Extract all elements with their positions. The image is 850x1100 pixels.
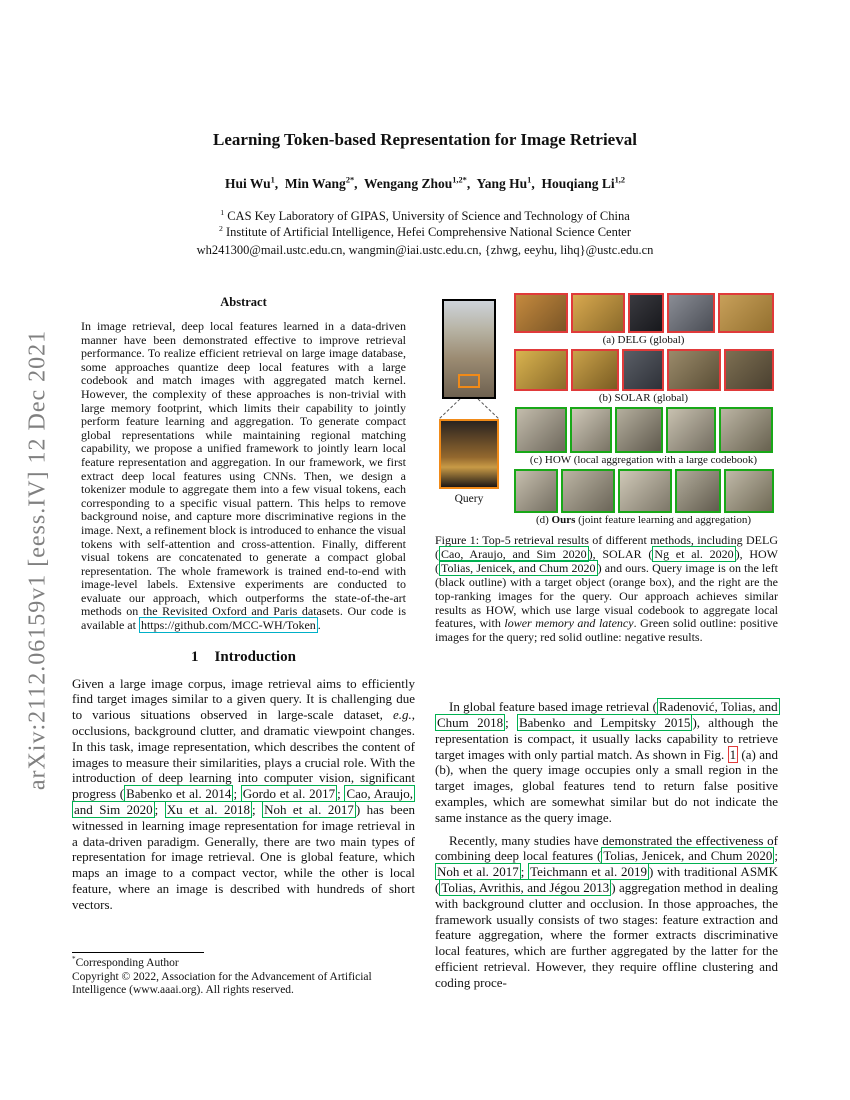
- text-segment: ;: [233, 786, 241, 802]
- text-segment: , Houqiang Li: [531, 176, 615, 191]
- text-segment: ;: [774, 848, 778, 864]
- text-segment: Institute of Artificial Intelligence, Hefei Comprehensive National Science Center: [222, 225, 632, 239]
- superscript: 2*: [345, 175, 355, 185]
- query-label: Query: [454, 493, 484, 505]
- result-thumbnail: [570, 407, 612, 453]
- figure-row-label: [599, 392, 688, 405]
- text-segment: , Yang Hu: [466, 176, 528, 191]
- text-segment: .: [317, 618, 321, 633]
- right-paragraph-2: [435, 833, 778, 991]
- result-thumbnail: [724, 469, 774, 513]
- figure-row-label: [603, 334, 685, 347]
- figure-row-label: [530, 454, 757, 467]
- query-image: [442, 299, 496, 399]
- result-thumbnail: [514, 293, 568, 333]
- result-thumbnail: [571, 349, 619, 391]
- text-segment: ;: [520, 864, 529, 880]
- text-segment: CAS Key Laboratory of GIPAS, University of Science and Technology of China: [224, 209, 630, 223]
- text-segment: Figure 1: Top-5 retrieval results of different methods, including DELG (: [435, 533, 778, 561]
- result-thumbnail: [667, 349, 721, 391]
- citation-link[interactable]: Cao, Araujo, and Sim 2020: [441, 546, 587, 561]
- citation-link[interactable]: Cao, Araujo, and Sim 2020: [74, 786, 413, 818]
- text-segment: Given a large image corpus, image retrieval aims to efficiently find target images similar to a given query. It is challenging due to various situations observed in large-scale dataset,: [72, 675, 415, 723]
- text-segment: In image retrieval, deep local features learned in a data-driven manner have been demonstrated effective to improve retrieval performance. To realize efficient retrieval on large image database, some approaches quantize deep local features with a large codebook and match images with aggregated match kernel. However, the complexity of these approaches is non-trivial with large memory footprint, which limits their capability to jointly perform feature learning and aggregation. To generate compact global representations while maintaining regional matching capability, we propose a unified framework to jointly learn local feature representation and aggregation. In our framework, we first extract deep local features using CNNs. Then, we design a tokenizer module to aggregate them into a few visual tokens, each corresponding to a specific visual pattern. This helps to remove background noise, and capture more discriminative regions in the image. Next, a refinement block is introduced to enhance the visual tokens with self-attention and cross-attention. Finally, different visual tokens are concatenated to generate a compact global representation. The whole framework is trained end-to-end with image-level labels. Extensive experiments are conducted to evaluate our approach, which outperforms the state-of-the-art methods on the Revisited Oxford and Paris datasets. Our code is available at: [81, 319, 406, 633]
- text-segment: (joint feature learning and aggregation): [575, 514, 752, 526]
- citation-link[interactable]: Tolias, Jenicek, and Chum 2020: [441, 560, 596, 575]
- superscript: 1: [220, 207, 225, 217]
- figure-1: [435, 293, 778, 645]
- citation-link[interactable]: Babenko et al. 2014: [126, 786, 232, 802]
- right-column: [435, 293, 778, 1053]
- text-segment: (a) and (b), when the query image occupies only a small region in the target images, global features tend to return false positive examples, which are somewhat similar but do not indicate the same instance as the query image.: [435, 746, 778, 825]
- code-url-link[interactable]: https://github.com/MCC-WH/Token: [140, 618, 316, 633]
- author-emails: wh241300@mail.ustc.edu.cn, wangmin@iai.ustc.edu.cn, {zhwg, eeyhu, lihq}@ustc.edu.cn: [196, 243, 654, 257]
- footnote-corresponding-author: [72, 957, 415, 971]
- result-thumbnail: [667, 293, 715, 333]
- left-column: [72, 293, 415, 1053]
- result-thumbnail: [514, 469, 558, 513]
- result-thumbnail: [675, 469, 721, 513]
- superscript: 1,2*: [452, 175, 467, 185]
- text-segment: ;: [252, 802, 263, 818]
- result-thumbnail: [666, 407, 716, 453]
- query-target-box: [458, 374, 480, 388]
- text-segment: ), although the representation is compact, it usually lacks capability to retrieve target images with only partial match. As shown in Fig.: [435, 715, 778, 762]
- text-segment: , Wengang Zhou: [354, 176, 453, 191]
- authors-line: [72, 176, 778, 192]
- text-segment: (b) SOLAR (global): [598, 392, 689, 404]
- right-paragraph-1: [435, 699, 778, 825]
- citation-link[interactable]: Noh et al. 2017: [437, 864, 519, 880]
- text-segment: Recently, many studies have demonstrated the effectiveness of combining deep local features (: [435, 832, 778, 864]
- arxiv-watermark: arXiv:2112.06159v1 [eess.IV] 12 Dec 2021: [24, 329, 51, 791]
- affiliation-1: [72, 208, 778, 224]
- citation-link[interactable]: Noh et al. 2017: [264, 802, 354, 818]
- citation-link[interactable]: Tolias, Jenicek, and Chum 2020: [603, 848, 773, 864]
- text-segment: In global feature based image retrieval (: [449, 699, 657, 715]
- citation-link[interactable]: Xu et al. 2018: [166, 802, 250, 818]
- superscript: 1: [527, 175, 532, 185]
- text-segment: ) and ours. Query image is on the left (black outline) with a target object (orange box), and the right are the top-ranking images for the query. Our approach achieves similar results as HOW, which use large visual codebook to aggregate local features, with: [435, 560, 779, 631]
- paper-header: [72, 130, 778, 258]
- result-thumbnail: [561, 469, 615, 513]
- citation-link[interactable]: Babenko and Lempitsky 2015: [518, 715, 691, 731]
- citation-link[interactable]: Tolias, Avrithis, and Jégou 2013: [441, 880, 610, 896]
- superscript: 1,2: [614, 175, 626, 185]
- result-thumbnails: [515, 407, 773, 453]
- citation-link[interactable]: Teichmann et al. 2019: [530, 864, 647, 880]
- affiliation-2: [72, 224, 778, 240]
- text-segment: ), SOLAR (: [588, 546, 653, 561]
- footnote-copyright: Copyright © 2022, Association for the Advancement of Artificial Intelligence (www.aaai.org). All rights reserved.: [72, 970, 372, 996]
- text-segment: ;: [154, 802, 165, 818]
- figure-caption: [435, 534, 778, 645]
- italic-text: e.g.: [392, 707, 412, 723]
- section-number: 1: [191, 648, 199, 665]
- text-segment: , occlusions, background clutter, and dramatic viewpoint changes. In this task, image representation, which describes the content of images to measure their similarities, plays a crucial role. With the introduction of deep learning into computer vision, significant progress (: [72, 707, 415, 802]
- paper-title: Learning Token-based Representation for Image Retrieval: [213, 130, 637, 149]
- figure-row: [509, 349, 778, 405]
- query-column: [435, 293, 503, 505]
- text-segment: Hui Wu: [224, 176, 271, 191]
- text-segment: ) with traditional ASMK (: [435, 864, 778, 896]
- citation-link[interactable]: Radenović, Tolias, and Chum 2018: [437, 699, 778, 731]
- text-segment: . Green solid outline: positive images for the query; red solid outline: negative results.: [435, 616, 779, 645]
- superscript: 1: [270, 175, 275, 185]
- section-heading-introduction: [72, 649, 415, 666]
- query-zoom-image: [439, 419, 499, 489]
- figure-row: [509, 293, 778, 347]
- text-segment: , Min Wang: [274, 176, 346, 191]
- citation-link[interactable]: Ng et al. 2020: [654, 546, 734, 561]
- text-segment: ) has been witnessed in learning image representation for image retrieval in a data-driven paradigm. Generally, there are two main types of representation for image retrieval. One is global feature, which maps an image to a compact vector, while the other is local feature, where an image is described with hundreds of short vectors.: [72, 802, 415, 912]
- text-segment: (c) HOW (local aggregation with a large codebook): [529, 454, 758, 466]
- text-segment: ;: [337, 786, 345, 802]
- result-thumbnail: [719, 407, 773, 453]
- result-thumbnail: [718, 293, 774, 333]
- footnote-block: [72, 952, 415, 998]
- result-thumbnail: [628, 293, 664, 333]
- text-segment: ;: [505, 715, 517, 731]
- figure-body: [435, 293, 778, 525]
- result-thumbnail: [618, 469, 672, 513]
- result-thumbnails: [514, 349, 774, 391]
- result-thumbnail: [514, 349, 568, 391]
- abstract-text: [72, 320, 415, 633]
- text-segment: (a) DELG (global): [602, 334, 685, 346]
- footnote-rule: [72, 952, 204, 953]
- figure-row: [509, 469, 778, 527]
- result-thumbnails: [514, 293, 774, 333]
- superscript: 2: [218, 223, 223, 233]
- two-column-body: [72, 293, 778, 1053]
- intro-paragraph: [72, 676, 415, 913]
- figure-reference-link[interactable]: 1: [729, 746, 737, 762]
- result-thumbnail: [615, 407, 663, 453]
- result-thumbnail: [515, 407, 567, 453]
- result-thumbnail: [571, 293, 625, 333]
- figure-row: [509, 407, 778, 467]
- figure-rows: [509, 293, 778, 527]
- result-thumbnail: [622, 349, 664, 391]
- result-thumbnails: [514, 469, 774, 513]
- section-title: Introduction: [214, 648, 296, 665]
- bold-text: Ours: [551, 514, 576, 526]
- text-segment: ), HOW (: [435, 546, 778, 575]
- text-segment: ) aggregation method in dealing with background clutter and occlusion. In those approaches, the framework usually consists of two stages: feature extraction and feature aggregation, where the former extracts discriminative local features, which are further aggregated by the latter for the efficient retrieval. However, they require offline clustering and coding proce-: [435, 880, 778, 990]
- figure-row-label: [536, 514, 751, 527]
- result-thumbnail: [724, 349, 774, 391]
- text-segment: (d): [535, 514, 552, 526]
- zoom-connector-lines: [436, 399, 502, 419]
- text-segment: Corresponding Author: [75, 957, 179, 969]
- superscript: *: [72, 955, 76, 964]
- abstract-heading: Abstract: [220, 295, 267, 309]
- citation-link[interactable]: Gordo et al. 2017: [242, 786, 336, 802]
- italic-text: lower memory and latency: [504, 616, 634, 631]
